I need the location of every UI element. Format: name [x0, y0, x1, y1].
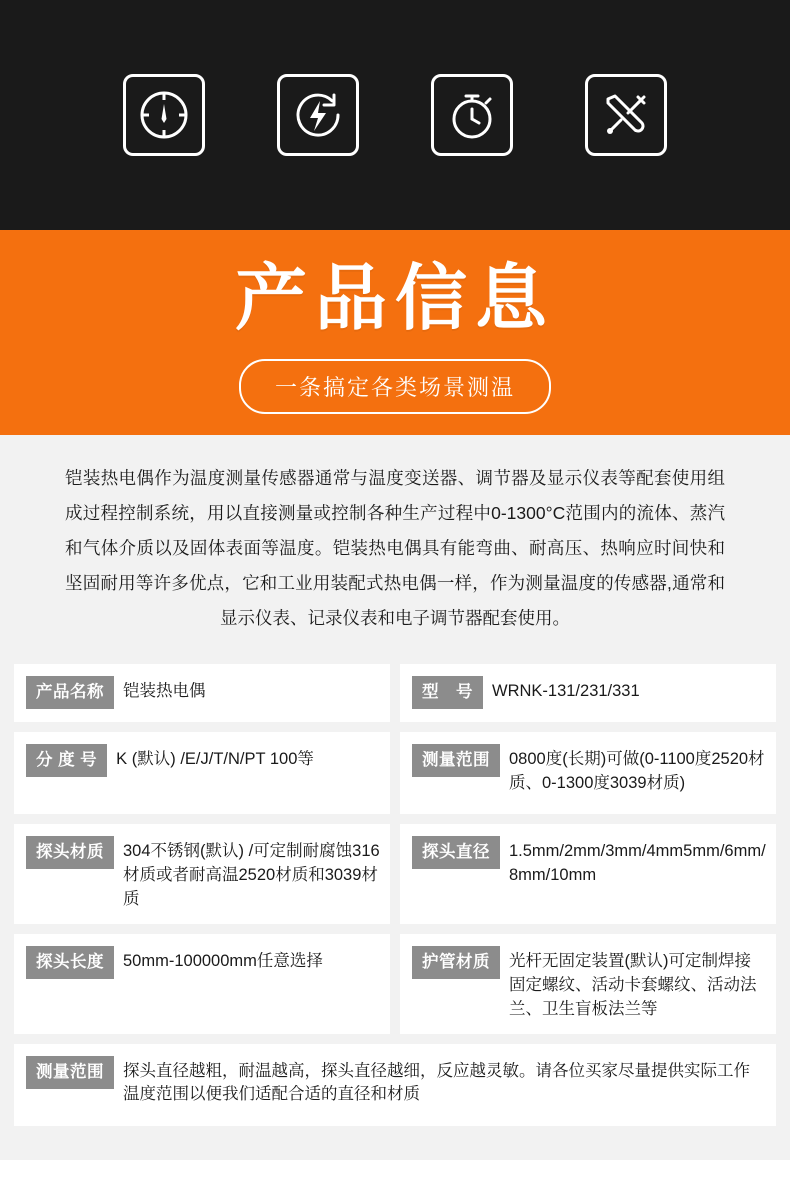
spec-value: 0800度(长期)可做(0-1100度2520材质、0-1300度3039材质) — [509, 750, 765, 792]
spec-product-name — [14, 664, 390, 722]
spec-label: 分 度 号 — [26, 744, 107, 777]
gauge-icon — [123, 74, 205, 156]
spec-value: 50mm-100000mm任意选择 — [123, 951, 323, 970]
spec-measuring-range — [400, 732, 776, 814]
spec-probe-length — [14, 934, 390, 1034]
description-section — [0, 435, 790, 658]
spec-value: 1.5mm/2mm/3mm/4mm5mm/6mm/8mm/10mm — [509, 842, 766, 884]
spec-sheath-material — [400, 934, 776, 1034]
spec-label: 型 号 — [412, 676, 483, 709]
spec-graduation-number — [14, 732, 390, 814]
spec-label: 探头材质 — [26, 836, 114, 869]
table-row — [14, 732, 776, 814]
page-title: 产品信息 — [234, 259, 555, 339]
wrench-screwdriver-icon — [585, 74, 667, 156]
table-row — [14, 934, 776, 1034]
spec-probe-material — [14, 824, 390, 924]
table-row — [14, 1044, 776, 1126]
specifications-table — [0, 658, 790, 1160]
clock-lightning-icon — [277, 74, 359, 156]
spec-value: WRNK-131/231/331 — [492, 682, 640, 700]
product-description: 铠装热电偶作为温度测量传感器通常与温度变送器、调节器及显示仪表等配套使用组成过程控制系统，用以直接测量或控制各种生产过程中0-1300°C范围内的流体、蒸汽和气体介质以及固体表面等温度。铠装热电偶具有能弯曲、耐高压、热响应时间快和坚固耐用等许多优点，它和工业用装配式热电偶一样，作为测量温度的传感器,通常和显示仪表、记录仪表和电子调节器配套使用。 — [65, 468, 725, 628]
spec-value: 304不锈钢(默认) /可定制耐腐蚀316材质或者耐高温2520材质和3039材质 — [123, 842, 380, 908]
spec-model-number — [400, 664, 776, 722]
icon-bar — [0, 0, 790, 230]
product-info-banner — [0, 230, 790, 435]
spec-value: K (默认) /E/J/T/N/PT 100等 — [116, 750, 314, 768]
spec-measuring-range-note — [14, 1044, 776, 1126]
spec-probe-diameter — [400, 824, 776, 924]
spec-value: 探头直径越粗，耐温越高，探头直径越细，反应越灵敏。请各位买家尽量提供实际工作温度范围以便我们适配合适的直径和材质 — [123, 1061, 750, 1104]
spec-value: 光杆无固定装置(默认)可定制焊接固定螺纹、活动卡套螺纹、活动法兰、卫生盲板法兰等 — [509, 951, 757, 1018]
stopwatch-icon — [431, 74, 513, 156]
spec-label: 探头长度 — [26, 946, 114, 979]
spec-value: 铠装热电偶 — [123, 682, 206, 700]
table-row — [14, 824, 776, 924]
spec-label: 测量范围 — [26, 1056, 114, 1089]
table-row — [14, 664, 776, 722]
spec-label: 护管材质 — [412, 946, 500, 979]
spec-label: 测量范围 — [412, 744, 500, 777]
spec-label: 产品名称 — [26, 676, 114, 709]
spec-label: 探头直径 — [412, 836, 500, 869]
banner-subtitle: 一条搞定各类场景测温 — [239, 359, 551, 414]
